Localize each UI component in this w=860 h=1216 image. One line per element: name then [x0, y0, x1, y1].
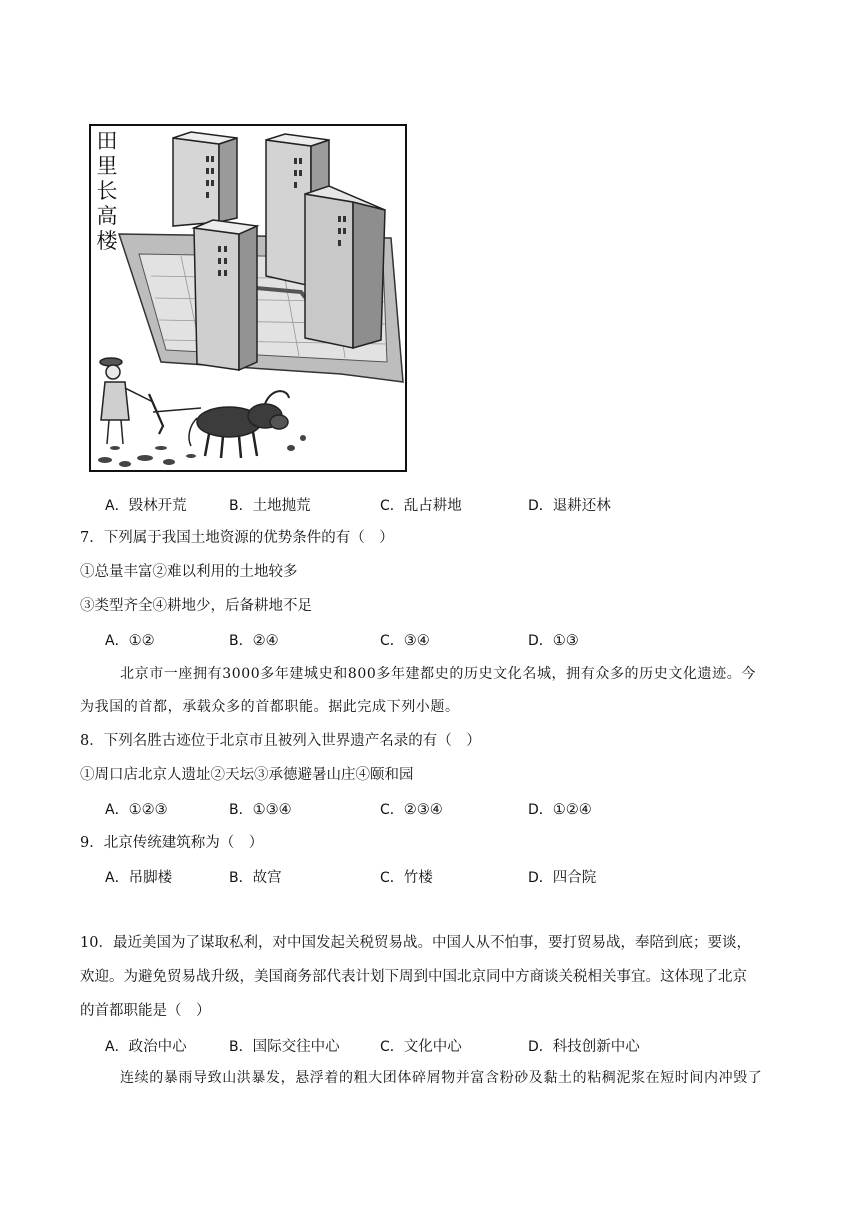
- q10-stem-line-3: 的首都职能是（ ）: [80, 1003, 211, 1019]
- passage-1-line-2: 为我国的首都，承载众多的首都职能。据此完成下列小题。: [80, 699, 460, 715]
- caption-char: 长: [96, 179, 118, 203]
- q10-option-b[interactable]: B．国际交往中心: [229, 1039, 340, 1055]
- q7-option-b[interactable]: B．②④: [229, 633, 279, 649]
- q8-options: [0, 799, 860, 821]
- q7-options: [0, 630, 860, 652]
- q8-option-a[interactable]: A．①②③: [105, 802, 168, 818]
- caption-char: 田: [96, 129, 118, 153]
- q7-option-d[interactable]: D．①③: [528, 633, 579, 649]
- q8-option-d[interactable]: D．①②④: [528, 802, 592, 818]
- q9-option-b[interactable]: B．故宫: [229, 870, 282, 886]
- passage-1-line-1: 北京市一座拥有3000多年建城史和800多年建都史的历史文化名城，拥有众多的历史文化遗迹。今: [120, 666, 756, 682]
- caption-char: 楼: [96, 229, 118, 253]
- q6-option-c[interactable]: C．乱占耕地: [380, 498, 462, 514]
- q10-option-a[interactable]: A．政治中心: [105, 1039, 187, 1055]
- q10-stem-line-2: 欢迎。为避免贸易战升级，美国商务部代表计划下周到中国北京同中方商谈关税相关事宜。这体现了北京: [80, 969, 747, 985]
- ox: [153, 391, 289, 458]
- q8-stem: 8．下列名胜古迹位于北京市且被列入世界遗产名录的有（ ）: [80, 733, 481, 749]
- q9-stem: 9．北京传统建筑称为（ ）: [80, 835, 264, 851]
- q7-option-a[interactable]: A．①②: [105, 633, 155, 649]
- farmer: [100, 358, 163, 444]
- q7-stem: 7．下列属于我国土地资源的优势条件的有（ ）: [80, 530, 394, 546]
- q10-option-c[interactable]: C．文化中心: [380, 1039, 462, 1055]
- q9-option-d[interactable]: D．四合院: [528, 870, 597, 886]
- q7-option-c[interactable]: C．③④: [380, 633, 430, 649]
- q7-statements-1: ①总量丰富②难以利用的土地较多: [80, 564, 298, 580]
- q10-options: [0, 1035, 860, 1057]
- q9-options: [0, 866, 860, 888]
- q9-option-a[interactable]: A．吊脚楼: [105, 870, 173, 886]
- cartoon-illustration: [89, 124, 407, 472]
- q8-option-b[interactable]: B．①③④: [229, 802, 292, 818]
- cartoon-drawing: [91, 126, 405, 470]
- q6-option-d[interactable]: D．退耕还林: [528, 498, 611, 514]
- q8-option-c[interactable]: C．②③④: [380, 802, 443, 818]
- q9-option-c[interactable]: C．竹楼: [380, 870, 433, 886]
- q10-stem-line-1: 10．最近美国为了谋取私利，对中国发起关税贸易战。中国人从不怕事，要打贸易战，奉陪到底；要谈，: [80, 935, 751, 951]
- caption-char: 高: [96, 204, 118, 228]
- q7-statements-2: ③类型齐全④耕地少，后备耕地不足: [80, 598, 312, 614]
- caption-char: 里: [96, 154, 118, 178]
- q10-option-d[interactable]: D．科技创新中心: [528, 1039, 640, 1055]
- passage-2-line-1: 连续的暴雨导致山洪暴发，悬浮着的粗大团体碎屑物并富含粉砂及黏土的粘稠泥浆在短时间内冲毁了: [120, 1070, 763, 1086]
- q6-option-b[interactable]: B．土地抛荒: [229, 498, 311, 514]
- q8-statements: ①周口店北京人遗址②天坛③承德避暑山庄④颐和园: [80, 767, 414, 783]
- ground: [98, 435, 306, 467]
- q6-option-a[interactable]: A．毁林开荒: [105, 498, 187, 514]
- q6-options: [0, 494, 860, 516]
